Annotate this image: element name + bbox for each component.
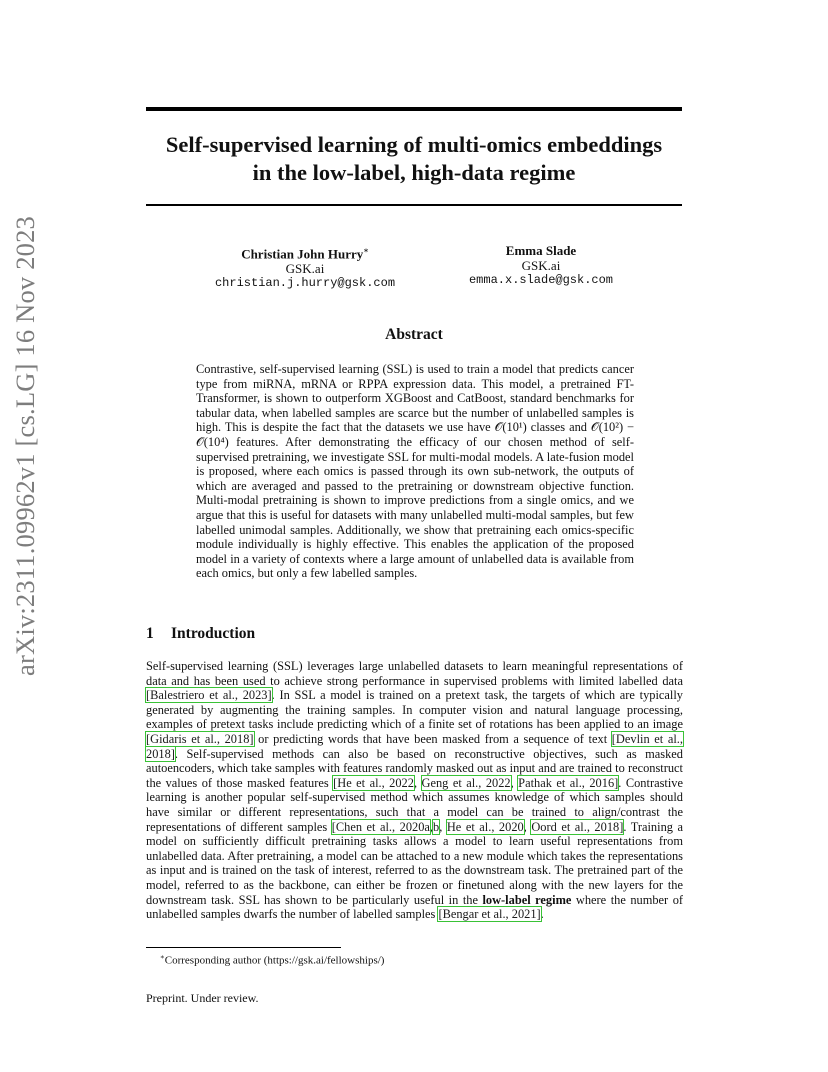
author-email[interactable]: emma.x.slade@gsk.com bbox=[468, 273, 614, 287]
section-number: 1 bbox=[146, 625, 154, 642]
author-name: Emma Slade bbox=[505, 243, 577, 258]
citation-link[interactable]: He et al., 2020 bbox=[446, 819, 524, 834]
footnote-text: Corresponding author (https://gsk.ai/fellowships/) bbox=[164, 954, 385, 967]
author-name: Christian John Hurry∗ bbox=[241, 246, 369, 262]
citation-link[interactable]: Pathak et al., 2016] bbox=[518, 775, 619, 790]
abstract-heading: Abstract bbox=[385, 326, 443, 343]
math-feature-count: 𝒪(10²) − 𝒪(10⁴) bbox=[196, 420, 635, 449]
introduction-paragraph: Self-supervised learning (SSL) leverages large unlabelled datasets to learn meaningful representations of data and has been used to achieve strong performance in supervised problems with limited labelled data [Balestriero et al., 2023]. In SSL a model is trained on a pretext task, the targets of which are typically generated by augmenting the training samples. In computer vision and natural language processing, examples of pretext tasks include predicting which of a finite set of rotations has been applied to an image [Gidaris et al., 2018] or predicting words that have been masked from a sequence of text [Devlin et al., 2018]. Self-supervised methods can also be based on reconstructive objectives, such as masked autoencoders, which take samples with features randomly masked out as input and are trained to reconstruct the values of those masked features [He et al., 2022, Geng et al., 2022, Pathak et al., 2016]. Contrastive learning is another popular self-supervised method which assumes knowledge of which samples should have similar or different representations, such that a model can be trained to align/contrast the representations of different samples [Chen et al., 2020a,b, He et al., 2020, Oord et al., 2018]. Training a model on sufficiently difficult pretraining tasks allows a model to learn useful representations from unlabelled data. After pretraining, a model can be attached to a new module which takes the representations as input and is trained on the task of interest, referred to as the downstream task. The pretrained part of the model, referred to as the backbone, can either be frozen or finetuned along with the new layers for the downstream task. SSL has shown to be particularly useful in the low-label regime where the number of unlabelled samples dwarfs the number of labelled samples [Bengar et al., 2021]. bbox=[146, 659, 684, 922]
author-block-2 bbox=[411, 243, 671, 288]
author-affiliation: GSK.ai bbox=[521, 258, 561, 273]
citation-link[interactable]: [Devlin et al., 2018] bbox=[146, 731, 684, 761]
footnote bbox=[160, 951, 384, 968]
citation-link[interactable]: [Balestriero et al., 2023] bbox=[146, 688, 272, 703]
citation-link[interactable]: [Chen et al., 2020a bbox=[331, 819, 430, 834]
arxiv-identifier-stamp: arXiv:2311.09962v1 [cs.LG] 16 Nov 2023 bbox=[10, 215, 40, 676]
abstract-body: Contrastive, self-supervised learning (SSL) is used to train a model that predicts cancer type from miRNA, mRNA or RPPA expression data. This model, a pretrained FT-Transformer, is shown to outperform XGBoost and CatBoost, standard benchmarks for tabular data, when labelled samples are scarce but the number of unlabelled samples is high. This is despite the fact that the datasets we use have 𝒪(10¹) classes and 𝒪(10²) − 𝒪(10⁴) features. After demonstrating the efficacy of our chosen method of self-supervised pretraining, we investigate SSL for multi-modal models. A late-fusion model is proposed, where each omics is passed through its own sub-network, the outputs of which are averaged and passed to the pretraining or downstream objective function. Multi-modal pretraining is shown to improve predictions from a single omics, and we argue that this is useful for datasets with many unlabelled multi-modal samples, but few labelled unimodal samples. Additionally, we show that pretraining each omics-specific module individually is highly effective. This enables the application of the proposed model in a variety of contexts where a large amount of unlabelled data is available from each omics, but only a few labelled samples. bbox=[196, 362, 635, 581]
title-top-rule bbox=[146, 107, 682, 111]
title-bottom-rule bbox=[146, 204, 682, 206]
section-heading-introduction bbox=[146, 625, 682, 643]
citation-link[interactable]: Geng et al., 2022 bbox=[421, 775, 511, 790]
author-block-1 bbox=[175, 243, 435, 291]
citation-link[interactable]: [He et al., 2022 bbox=[333, 775, 414, 790]
math-class-count: 𝒪(10¹) bbox=[494, 420, 527, 435]
author-footnote-marker: ∗ bbox=[363, 246, 369, 255]
citation-link[interactable]: [Bengar et al., 2021] bbox=[438, 907, 541, 922]
title-line-2: in the low-label, high-data regime bbox=[252, 160, 576, 185]
footnote-marker: ∗ bbox=[160, 953, 165, 961]
citation-link[interactable]: [Gidaris et al., 2018] bbox=[146, 731, 254, 746]
citation-link[interactable]: b bbox=[433, 819, 440, 834]
footnote-rule bbox=[146, 947, 341, 948]
author-email[interactable]: christian.j.hurry@gsk.com bbox=[214, 276, 396, 291]
title-line-1: Self-supervised learning of multi-omics embeddings bbox=[165, 132, 663, 157]
section-title: Introduction bbox=[171, 625, 256, 642]
citation-link[interactable]: Oord et al., 2018] bbox=[531, 819, 624, 834]
author-affiliation: GSK.ai bbox=[285, 261, 325, 277]
paper-title bbox=[146, 131, 682, 187]
bold-term: low-label regime bbox=[482, 892, 572, 907]
preprint-note: Preprint. Under review. bbox=[146, 991, 259, 1005]
